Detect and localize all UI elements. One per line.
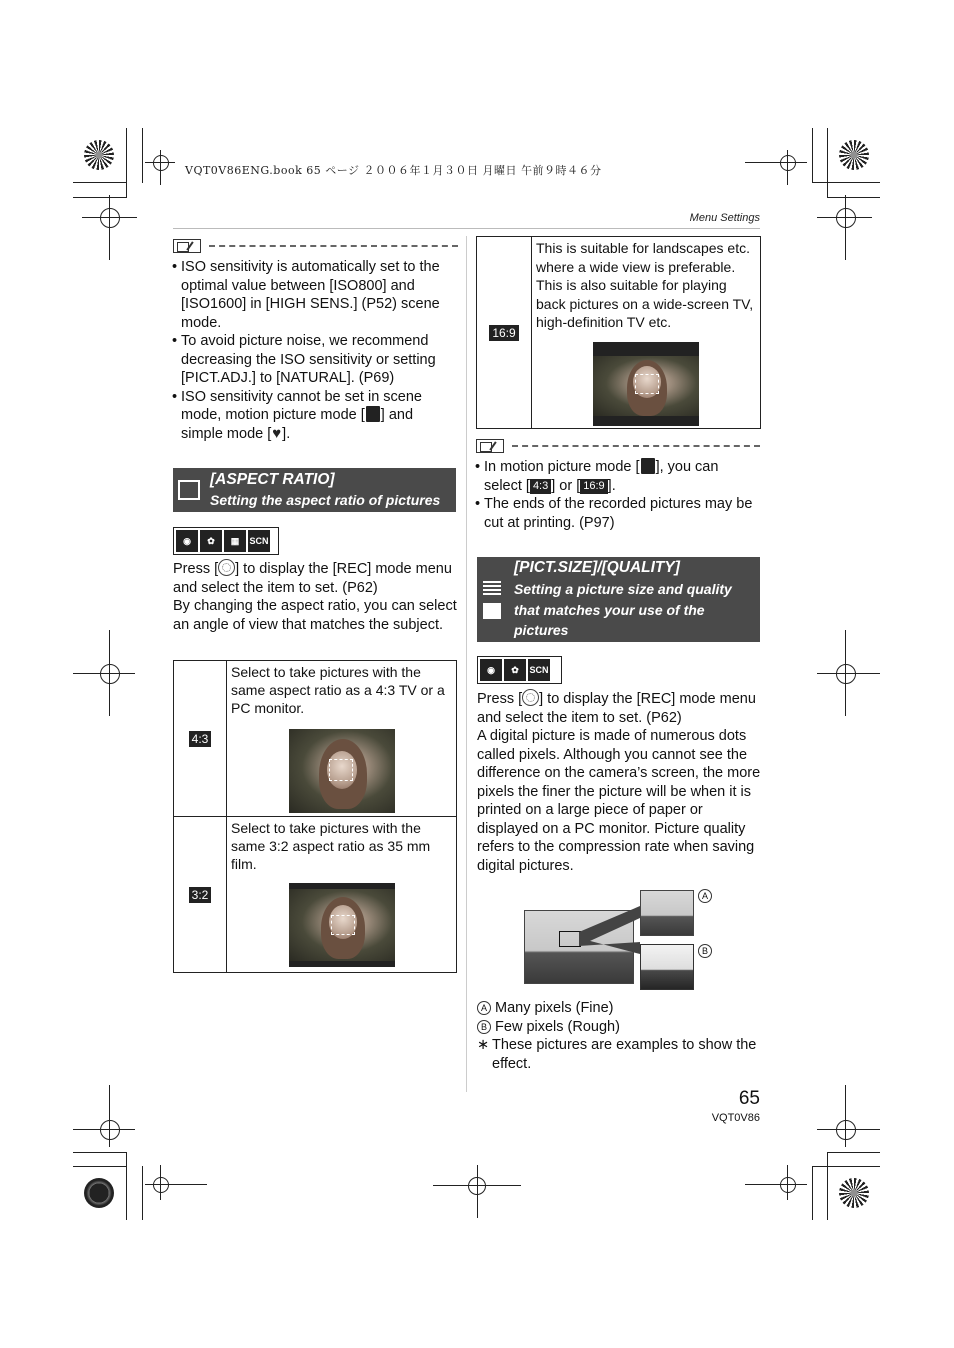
footnote: ∗ These pictures are examples to show the effect. xyxy=(477,1037,757,1072)
note-item: • In motion picture mode [ ], you can select [ 4:3 ] or [ 16:9 ]. xyxy=(476,458,760,495)
pict-size-instructions xyxy=(477,689,762,875)
description-cell xyxy=(227,661,457,817)
menu-set-button-icon xyxy=(218,559,235,576)
option-description: This is suitable for landscapes etc. where a wide view is preferable. This is also suitable for playing back pictures on a wide-screen TV, high-definition TV etc. xyxy=(536,240,754,330)
option-cell xyxy=(477,237,532,429)
running-head: Menu Settings xyxy=(689,212,760,224)
ratio-3-2-badge: 3:2 xyxy=(189,887,212,903)
available-modes-left xyxy=(173,527,279,555)
page-code: VQT0V86 xyxy=(711,1112,760,1124)
section-title: [ASPECT RATIO] xyxy=(210,471,335,488)
camera-icon: ◉ xyxy=(480,659,502,681)
ratio-16-9-badge: 16:9 xyxy=(580,479,607,494)
motion-picture-icon: ▦ xyxy=(224,530,246,552)
aspect-ratio-table-left xyxy=(173,660,457,973)
label-b: B xyxy=(698,944,712,958)
note-header xyxy=(476,438,760,454)
note-header xyxy=(173,238,458,254)
aspect-ratio-table-right xyxy=(476,236,761,429)
option-description: Select to take pictures with the same aspect ratio as a 4:3 TV or a PC monitor. xyxy=(231,664,445,716)
aspect-ratio-section-header xyxy=(173,468,456,512)
page-number: 65 xyxy=(738,1088,760,1109)
motion-picture-icon xyxy=(366,406,380,422)
motion-picture-icon xyxy=(641,458,655,474)
note-item: • To avoid picture noise, we recommend decreasing the ISO sensitivity or setting [PICT.ADJ.] to [NATURAL]. (P69) xyxy=(173,332,458,388)
print-header: VQT0V86ENG.book 65 ページ ２００６年１月３０日 月曜日 午前９時４６分 xyxy=(185,164,602,177)
section-subtitle: Setting a picture size and quality that matches your use of the pictures xyxy=(514,581,732,638)
note-item: • The ends of the recorded pictures may be cut at printing. (P97) xyxy=(476,495,760,532)
macro-icon: ✿ xyxy=(200,530,222,552)
sample-photo-3-2 xyxy=(289,889,395,961)
dashed-divider xyxy=(209,245,458,247)
press-instruction: Press [ ] to display the [REC] mode menu and select the item to set. (P62) xyxy=(477,691,756,726)
table-row xyxy=(477,237,761,429)
sample-photo-16-9 xyxy=(593,356,699,416)
pixel-comparison-figure xyxy=(523,886,723,988)
fine-sample-photo xyxy=(640,890,694,936)
table-row xyxy=(174,661,457,817)
figure-legend xyxy=(477,999,762,1073)
quality-icon xyxy=(483,603,501,619)
dashed-divider xyxy=(512,445,760,447)
rough-sample-photo xyxy=(640,944,694,990)
note-item: • ISO sensitivity cannot be set in scene mode, motion picture mode [ ] and simple mode [♥]. xyxy=(173,388,458,444)
picture-size-icon xyxy=(483,581,501,597)
option-cell xyxy=(174,661,227,817)
sample-photo-3-2-frame xyxy=(289,883,395,967)
macro-icon: ✿ xyxy=(504,659,526,681)
note-icon xyxy=(173,239,201,253)
description-cell xyxy=(532,237,761,429)
aspect-ratio-instructions xyxy=(173,559,458,634)
aspect-ratio-description: By changing the aspect ratio, you can select an angle of view that matches the subject. xyxy=(173,598,457,633)
section-subtitle: Setting the aspect ratio of pictures xyxy=(210,492,441,508)
description-cell xyxy=(227,817,457,973)
header-rule xyxy=(173,228,760,229)
scn-icon: SCN xyxy=(528,659,550,681)
ratio-4-3-badge: 4:3 xyxy=(189,731,212,747)
heart-icon: ♥ xyxy=(272,424,282,442)
sample-photo-16-9-frame xyxy=(593,342,699,426)
menu-set-button-icon xyxy=(522,689,539,706)
label-a: A xyxy=(698,889,712,903)
right-note-block xyxy=(476,438,760,532)
option-description: Select to take pictures with the same 3:2 aspect ratio as 35 mm film. xyxy=(231,820,431,872)
table-row xyxy=(174,817,457,973)
scn-icon: SCN xyxy=(248,530,270,552)
camera-icon: ◉ xyxy=(176,530,198,552)
note-list xyxy=(173,258,458,443)
note-item: • ISO sensitivity is automatically set to the optimal value between [ISO800] and [ISO1600] in [HIGH SENS.] (P52) scene mode. xyxy=(173,258,458,332)
aspect-ratio-icon xyxy=(178,480,200,500)
ratio-16-9-badge: 16:9 xyxy=(489,325,518,341)
section-title: [PICT.SIZE]/[QUALITY] xyxy=(514,559,680,576)
pict-size-section-header xyxy=(477,557,760,642)
pixels-description: A digital picture is made of numerous dots called pixels. Although you cannot see the difference on the camera’s screen, the more pixels the finer the picture will be when it is printed on a large piece of paper or displayed on a PC monitor. Picture quality refers to the compression rate when saving digital pictures. xyxy=(477,728,761,874)
left-note-block xyxy=(173,238,458,443)
note-list xyxy=(476,458,760,532)
ratio-4-3-badge: 4:3 xyxy=(530,479,551,494)
available-modes-right xyxy=(477,656,562,684)
column-divider xyxy=(466,236,467,1092)
note-icon xyxy=(476,439,504,453)
legend-item-a: A Many pixels (Fine) xyxy=(477,999,762,1018)
option-cell xyxy=(174,817,227,973)
sample-photo-4-3 xyxy=(289,729,395,813)
press-instruction: Press [ ] to display the [REC] mode menu and select the item to set. (P62) xyxy=(173,561,452,596)
legend-item-b: B Few pixels (Rough) xyxy=(477,1018,762,1037)
